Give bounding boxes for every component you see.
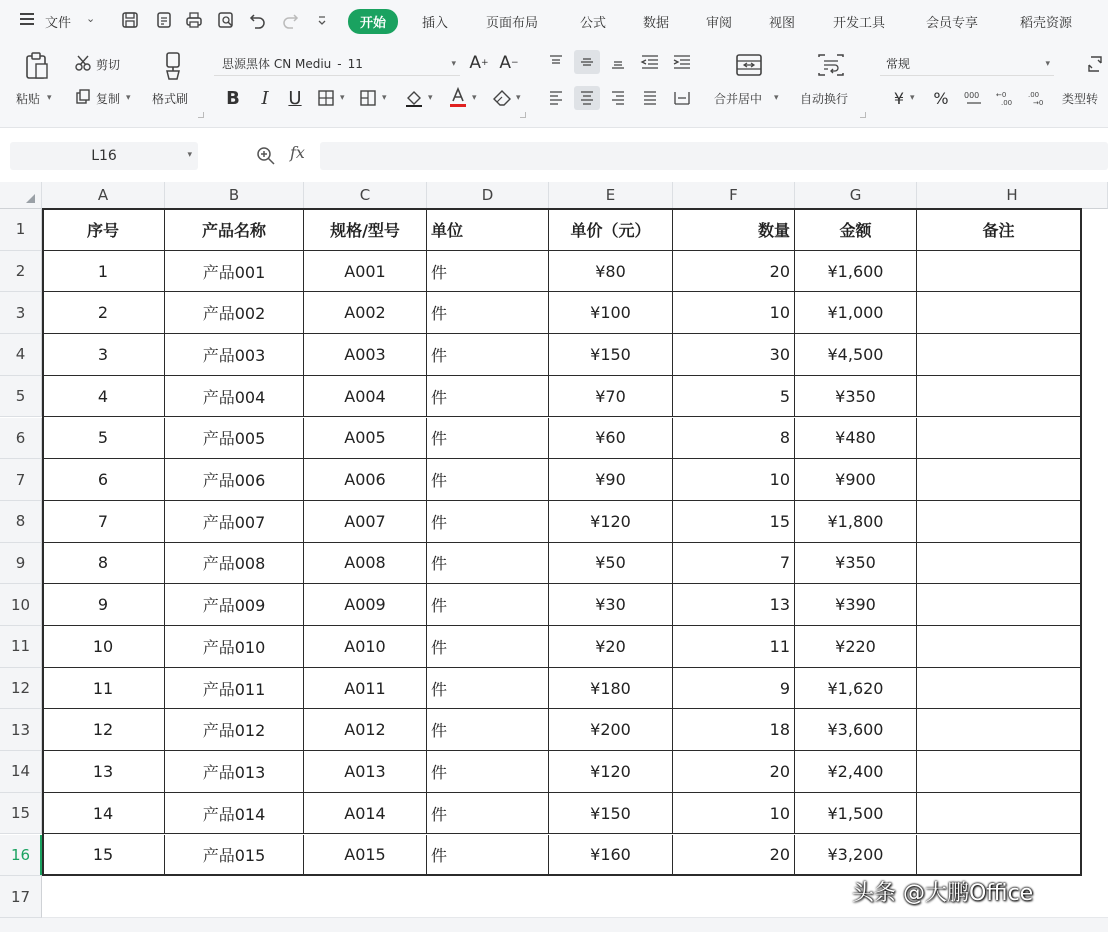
table-cell[interactable]: 8 (42, 543, 165, 585)
table-cell[interactable]: 5 (42, 418, 165, 460)
table-cell[interactable]: A004 (304, 376, 427, 418)
save-icon[interactable] (120, 10, 140, 30)
tab-insert[interactable]: 插入 (422, 16, 449, 31)
clear-dropdown-icon[interactable]: ▾ (516, 93, 521, 103)
row-header-2[interactable]: 2 (0, 251, 42, 293)
table-cell[interactable]: 10 (42, 626, 165, 668)
decrease-decimal-icon[interactable] (1026, 86, 1050, 110)
tab-home[interactable]: 开始 (348, 9, 398, 34)
table-cell[interactable]: 产品004 (165, 376, 304, 418)
cell-style-dropdown-icon[interactable]: ▾ (382, 93, 387, 103)
table-cell[interactable]: ¥160 (549, 835, 673, 877)
table-cell[interactable] (917, 709, 1081, 751)
column-header-b[interactable]: B (165, 182, 304, 209)
table-cell[interactable]: ¥150 (549, 793, 673, 835)
header-cell-d[interactable]: 单位 (427, 209, 549, 251)
name-box-dropdown-icon[interactable]: ▾ (187, 150, 192, 160)
align-group-expander-icon[interactable] (860, 112, 866, 118)
fill-color-dropdown-icon[interactable]: ▾ (428, 93, 433, 103)
tab-formulas[interactable]: 公式 (580, 16, 607, 31)
currency-button[interactable]: ¥ (893, 88, 905, 108)
table-cell[interactable]: A008 (304, 543, 427, 585)
table-cell[interactable]: A005 (304, 418, 427, 460)
table-cell[interactable]: 11 (42, 668, 165, 710)
table-cell[interactable]: ¥70 (549, 376, 673, 418)
table-cell[interactable] (917, 626, 1081, 668)
row-header-8[interactable]: 8 (0, 501, 42, 543)
wrap-text-button[interactable]: 自动换行 (800, 92, 849, 106)
table-cell[interactable]: ¥4,500 (795, 334, 917, 376)
table-cell[interactable]: ¥1,620 (795, 668, 917, 710)
copy-button[interactable]: 复制 (96, 92, 121, 106)
table-cell[interactable]: 产品001 (165, 251, 304, 293)
row-header-9[interactable]: 9 (0, 543, 42, 585)
border-icon[interactable] (314, 86, 338, 110)
header-cell-e[interactable]: 单价（元） (549, 209, 673, 251)
tab-data[interactable]: 数据 (643, 16, 670, 31)
row-header-6[interactable]: 6 (0, 418, 42, 460)
svg-text:000: 000 (964, 91, 980, 100)
table-cell[interactable]: 件 (427, 418, 549, 460)
table-cell[interactable]: ¥2,400 (795, 751, 917, 793)
redo-icon[interactable] (280, 10, 300, 30)
justify-icon[interactable] (638, 88, 662, 108)
table-cell[interactable]: 15 (673, 501, 795, 543)
increase-decimal-icon[interactable] (994, 86, 1018, 110)
table-cell[interactable]: 10 (673, 459, 795, 501)
table-cell[interactable]: ¥20 (549, 626, 673, 668)
increase-font-icon[interactable]: A + (469, 53, 489, 73)
align-bottom-icon[interactable] (608, 52, 628, 72)
print-preview-icon[interactable] (216, 10, 236, 30)
table-cell[interactable]: ¥480 (795, 418, 917, 460)
table-cell[interactable] (917, 334, 1081, 376)
column-header-g[interactable]: G (795, 182, 917, 209)
fill-color-icon[interactable] (402, 86, 426, 110)
table-cell[interactable]: ¥1,800 (795, 501, 917, 543)
merge-cells-icon[interactable] (734, 50, 764, 80)
merge-center-button[interactable]: 合并居中 (714, 92, 763, 106)
select-all-corner[interactable] (0, 182, 42, 209)
table-cell[interactable]: 7 (673, 543, 795, 585)
table-cell[interactable]: 30 (673, 334, 795, 376)
column-header-e[interactable]: E (549, 182, 673, 209)
align-right-icon[interactable] (608, 88, 628, 108)
increase-indent-icon[interactable] (670, 52, 694, 72)
table-cell[interactable] (917, 459, 1081, 501)
zoom-icon[interactable] (256, 146, 276, 170)
table-cell[interactable]: A001 (304, 251, 427, 293)
row-header-15[interactable]: 15 (0, 793, 42, 835)
table-cell[interactable]: 产品006 (165, 459, 304, 501)
watermark: 头条 @大鹏Office (852, 881, 1034, 906)
number-format-dropdown-icon[interactable]: ▾ (1045, 59, 1050, 69)
paste-dropdown-icon[interactable]: ▾ (47, 93, 52, 103)
decrease-font-icon[interactable]: A − (499, 53, 519, 73)
align-top-icon[interactable] (546, 52, 566, 72)
table-cell[interactable] (917, 251, 1081, 293)
table-cell[interactable] (917, 543, 1081, 585)
table-cell[interactable]: 件 (427, 251, 549, 293)
table-cell[interactable]: 4 (42, 376, 165, 418)
table-cell[interactable]: 产品007 (165, 501, 304, 543)
table-cell[interactable]: 件 (427, 751, 549, 793)
merge-dropdown-icon[interactable]: ▾ (774, 93, 779, 103)
table-cell[interactable]: ¥3,200 (795, 835, 917, 877)
table-cell[interactable]: ¥350 (795, 376, 917, 418)
table-cell[interactable] (917, 584, 1081, 626)
table-cell[interactable]: 产品009 (165, 584, 304, 626)
table-cell[interactable] (917, 835, 1081, 877)
copy-dropdown-icon[interactable]: ▾ (126, 93, 131, 103)
font-group-expander-icon[interactable] (520, 112, 526, 118)
table-cell[interactable]: 11 (673, 626, 795, 668)
table-cell[interactable]: A011 (304, 668, 427, 710)
table-cell[interactable]: 13 (42, 751, 165, 793)
table-cell[interactable]: ¥350 (795, 543, 917, 585)
table-cell[interactable] (917, 793, 1081, 835)
row-header-4[interactable]: 4 (0, 334, 42, 376)
font-name: 思源黑体 CN Mediu (222, 57, 332, 71)
table-cell[interactable]: ¥1,000 (795, 292, 917, 334)
hamburger-icon[interactable] (20, 13, 34, 25)
header-cell-g[interactable]: 金额 (795, 209, 917, 251)
row-header-1[interactable]: 1 (0, 209, 42, 251)
table-cell[interactable]: 产品003 (165, 334, 304, 376)
bold-button[interactable]: B (226, 87, 240, 109)
italic-button[interactable]: I (261, 87, 269, 109)
group-expander-icon[interactable] (198, 112, 204, 118)
paste-button[interactable]: 粘贴 (16, 92, 41, 106)
table-cell[interactable] (917, 501, 1081, 543)
table-cell[interactable]: 13 (673, 584, 795, 626)
tab-review[interactable]: 审阅 (706, 16, 733, 31)
thousands-separator-icon[interactable] (962, 86, 986, 110)
row-header-7[interactable]: 7 (0, 459, 42, 501)
tab-member[interactable]: 会员专享 (926, 16, 979, 31)
svg-text:.00: .00 (1001, 99, 1013, 107)
table-cell[interactable]: 产品008 (165, 543, 304, 585)
table-cell[interactable]: 件 (427, 459, 549, 501)
table-cell[interactable]: 件 (427, 835, 549, 877)
scissors-icon[interactable] (72, 52, 94, 74)
number-format-select[interactable] (880, 52, 1054, 76)
header-cell-b[interactable]: 产品名称 (165, 209, 304, 251)
table-cell[interactable]: ¥180 (549, 668, 673, 710)
table-cell[interactable]: ¥100 (549, 292, 673, 334)
border-dropdown-icon[interactable]: ▾ (340, 93, 345, 103)
underline-button[interactable]: U (288, 87, 302, 109)
table-cell[interactable]: A002 (304, 292, 427, 334)
table-cell[interactable]: 9 (42, 584, 165, 626)
row-header-5[interactable]: 5 (0, 376, 42, 418)
table-cell[interactable]: ¥80 (549, 251, 673, 293)
row-header-13[interactable]: 13 (0, 709, 42, 751)
font-size[interactable]: 11 (347, 56, 363, 71)
table-cell[interactable]: 3 (42, 334, 165, 376)
table-cell[interactable]: 件 (427, 793, 549, 835)
undo-icon[interactable] (248, 10, 268, 30)
column-header-c[interactable]: C (304, 182, 427, 209)
table-cell[interactable]: 件 (427, 709, 549, 751)
table-cell[interactable]: 产品005 (165, 418, 304, 460)
table-cell[interactable]: 15 (42, 835, 165, 877)
table-cell[interactable]: 产品010 (165, 626, 304, 668)
table-cell[interactable]: 件 (427, 501, 549, 543)
font-name-select[interactable] (214, 52, 460, 76)
table-cell[interactable]: ¥50 (549, 543, 673, 585)
align-middle-icon[interactable] (574, 50, 600, 74)
table-cell[interactable]: ¥220 (795, 626, 917, 668)
header-cell-f[interactable]: 数量 (673, 209, 795, 251)
percent-button[interactable]: % (933, 88, 949, 108)
chevron-down-icon[interactable]: ⌄ (86, 12, 96, 25)
table-cell[interactable]: 件 (427, 584, 549, 626)
file-menu[interactable]: 文件 (45, 16, 72, 31)
row-header-14[interactable]: 14 (0, 751, 42, 793)
font-dropdown-icon[interactable]: ▾ (451, 59, 456, 69)
row-header-17[interactable]: 17 (0, 876, 42, 918)
table-cell[interactable]: 10 (673, 793, 795, 835)
number-format-value: 常规 (886, 57, 911, 71)
table-cell[interactable]: ¥1,600 (795, 251, 917, 293)
table-cell[interactable]: 20 (673, 251, 795, 293)
row-header-3[interactable]: 3 (0, 292, 42, 334)
print-icon[interactable] (184, 10, 204, 30)
table-cell[interactable]: 14 (42, 793, 165, 835)
customize-toolbar-icon[interactable] (312, 10, 332, 30)
table-cell[interactable]: 7 (42, 501, 165, 543)
cell-style-icon[interactable] (356, 86, 380, 110)
table-cell[interactable]: 18 (673, 709, 795, 751)
table-cell[interactable]: ¥90 (549, 459, 673, 501)
tab-developer[interactable]: 开发工具 (833, 16, 886, 31)
cell-reference: L16 (91, 148, 117, 164)
table-cell[interactable]: 件 (427, 334, 549, 376)
table-cell[interactable]: ¥390 (795, 584, 917, 626)
table-cell[interactable] (917, 668, 1081, 710)
column-header-f[interactable]: F (673, 182, 795, 209)
paste-icon[interactable] (22, 50, 52, 82)
table-cell[interactable]: ¥3,600 (795, 709, 917, 751)
align-center-icon[interactable] (574, 86, 600, 110)
row-header-16[interactable]: 16 (0, 835, 42, 877)
table-cell[interactable]: 件 (427, 668, 549, 710)
formula-input[interactable] (320, 142, 1108, 170)
header-cell-h[interactable]: 备注 (917, 209, 1081, 251)
row-header-11[interactable]: 11 (0, 626, 42, 668)
table-cell[interactable]: A006 (304, 459, 427, 501)
table-cell[interactable]: 产品015 (165, 835, 304, 877)
eraser-icon[interactable] (490, 86, 514, 110)
type-convert-button[interactable]: 类型转 (1062, 92, 1099, 106)
table-cell[interactable]: A007 (304, 501, 427, 543)
formula-bar (0, 128, 1108, 182)
menu-bar (0, 0, 1108, 42)
table-cell[interactable]: A015 (304, 835, 427, 877)
table-cell[interactable]: 产品011 (165, 668, 304, 710)
header-cell-a[interactable]: 序号 (42, 209, 165, 251)
svg-text:→0: →0 (1033, 99, 1044, 107)
table-cell[interactable]: 8 (673, 418, 795, 460)
export-pdf-icon[interactable] (154, 10, 174, 30)
name-box[interactable] (10, 142, 198, 170)
sheet-bottom-strip (0, 918, 1108, 932)
table-cell[interactable]: 件 (427, 292, 549, 334)
type-convert-icon[interactable] (1084, 52, 1106, 76)
wrap-text-icon[interactable] (816, 50, 846, 80)
font-color-icon[interactable] (446, 84, 470, 110)
tab-resources[interactable]: 稻壳资源 (1020, 16, 1073, 31)
table-cell[interactable]: 20 (673, 751, 795, 793)
table-cell[interactable]: A013 (304, 751, 427, 793)
ribbon (0, 42, 1108, 128)
table-cell[interactable]: ¥150 (549, 334, 673, 376)
decrease-indent-icon[interactable] (638, 52, 662, 72)
table-cell[interactable] (917, 418, 1081, 460)
cut-button[interactable]: 剪切 (96, 58, 121, 72)
column-header-d[interactable]: D (427, 182, 549, 209)
format-painter-icon[interactable] (158, 50, 188, 82)
table-cell[interactable]: A010 (304, 626, 427, 668)
table-cell[interactable]: 6 (42, 459, 165, 501)
table-cell[interactable]: A014 (304, 793, 427, 835)
table-cell[interactable]: 1 (42, 251, 165, 293)
table-cell[interactable]: 产品013 (165, 751, 304, 793)
format-painter-button[interactable]: 格式刷 (152, 92, 189, 106)
row-header-10[interactable]: 10 (0, 584, 42, 626)
font-separator: - (337, 56, 342, 71)
svg-text:←0: ←0 (996, 91, 1007, 99)
function-icon[interactable]: fx (290, 143, 305, 162)
tab-view[interactable]: 视图 (769, 16, 796, 31)
table-cell[interactable] (917, 292, 1081, 334)
table-cell[interactable]: A012 (304, 709, 427, 751)
table-cell[interactable]: ¥1,500 (795, 793, 917, 835)
table-cell[interactable]: 9 (673, 668, 795, 710)
tab-page-layout[interactable]: 页面布局 (486, 16, 539, 31)
table-cell[interactable]: 产品014 (165, 793, 304, 835)
table-cell[interactable]: ¥60 (549, 418, 673, 460)
table-cell[interactable]: 2 (42, 292, 165, 334)
distributed-align-icon[interactable] (670, 88, 694, 108)
align-left-icon[interactable] (546, 88, 566, 108)
font-color-dropdown-icon[interactable]: ▾ (472, 93, 477, 103)
column-header-h[interactable]: H (917, 182, 1108, 209)
table-cell[interactable]: 产品002 (165, 292, 304, 334)
header-cell-c[interactable]: 规格/型号 (304, 209, 427, 251)
table-cell[interactable]: ¥120 (549, 501, 673, 543)
table-cell[interactable] (917, 376, 1081, 418)
table-cell[interactable]: 10 (673, 292, 795, 334)
table-cell[interactable]: 12 (42, 709, 165, 751)
table-cell[interactable]: ¥30 (549, 584, 673, 626)
table-cell[interactable]: 件 (427, 543, 549, 585)
table-cell[interactable]: 产品012 (165, 709, 304, 751)
table-cell[interactable]: 件 (427, 376, 549, 418)
currency-dropdown-icon[interactable]: ▾ (910, 93, 915, 103)
table-cell[interactable]: A003 (304, 334, 427, 376)
table-cell[interactable]: 5 (673, 376, 795, 418)
column-header-a[interactable]: A (42, 182, 165, 209)
table-cell[interactable]: ¥900 (795, 459, 917, 501)
table-cell[interactable]: 件 (427, 626, 549, 668)
table-cell[interactable]: ¥120 (549, 751, 673, 793)
svg-text:.00: .00 (1028, 91, 1040, 99)
table-cell[interactable]: ¥200 (549, 709, 673, 751)
copy-icon[interactable] (72, 86, 94, 108)
table-cell[interactable] (917, 751, 1081, 793)
table-cell[interactable]: A009 (304, 584, 427, 626)
row-header-12[interactable]: 12 (0, 668, 42, 710)
table-cell[interactable]: 20 (673, 835, 795, 877)
